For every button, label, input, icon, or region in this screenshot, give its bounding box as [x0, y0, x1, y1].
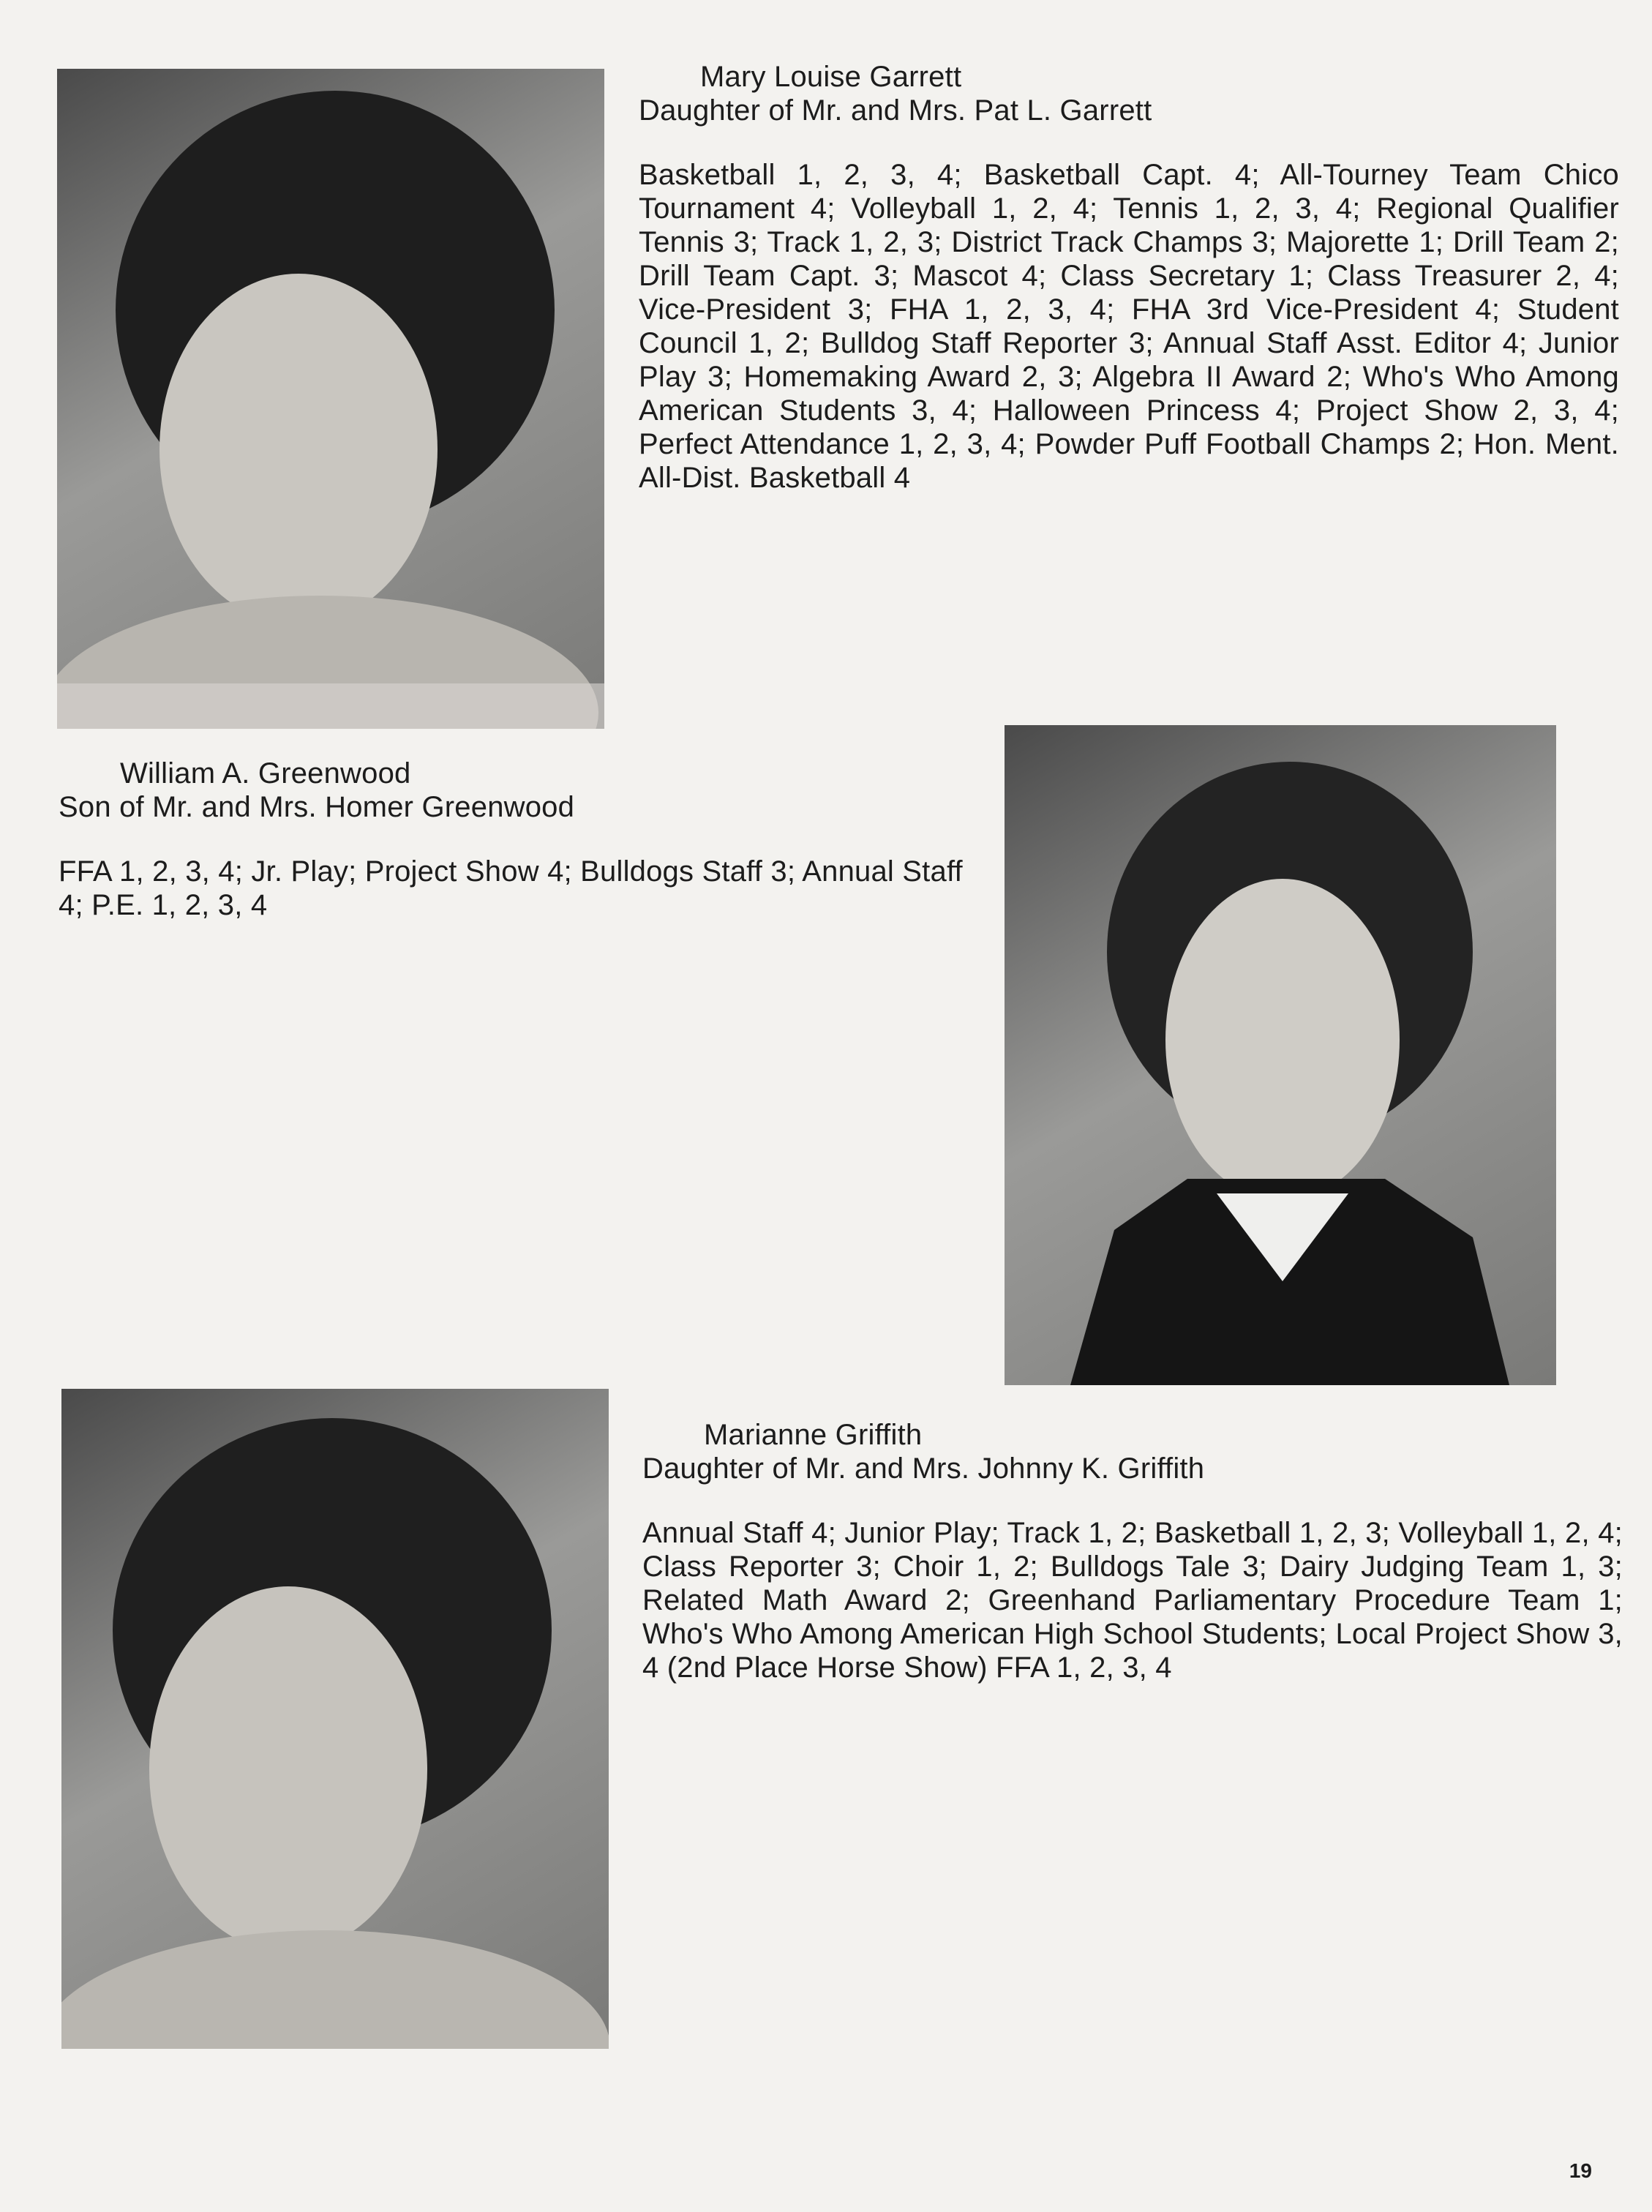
student-entry-garrett — [639, 60, 1619, 495]
student-activities: FFA 1, 2, 3, 4; Jr. Play; Project Show 4; Bulldogs Staff 3; Annual Staff 4; P.E. 1, 2, 3, 4 — [59, 855, 963, 921]
student-name: Mary Louise Garrett — [700, 61, 962, 93]
student-activities: Annual Staff 4; Junior Play; Track 1, 2; Basketball 1, 2, 3; Volleyball 1, 2, 4; Class Reporter 3; Choir 1, 2; Bulldogs Tale 3; Dairy Judging Team 1, 3; Related Math Award 2; Greenhand Parliamentary Procedure Team 1; Who's Who Among American High School Students; Local Project Show 3, 4 (2nd Place Horse Show) FFA 1, 2, 3, 4 — [642, 1517, 1623, 1684]
student-parents: Daughter of Mr. and Mrs. Johnny K. Griffith — [642, 1452, 1205, 1485]
portrait-photo-greenwood — [1005, 725, 1556, 1385]
student-parents: Daughter of Mr. and Mrs. Pat L. Garrett — [639, 94, 1152, 127]
page-number: 19 — [1569, 2159, 1592, 2182]
student-activities: Basketball 1, 2, 3, 4; Basketball Capt. 4; All-Tourney Team Chico Tournament 4; Volleyball 1, 2, 4; Tennis 1, 2, 3, 4; Regional Qualifier Tennis 3; Track 1, 2, 3; District Track Champs 3; Majorette 1; Drill Team 2; Drill Team Capt. 3; Mascot 4; Class Secretary 1; Class Treasurer 2, 4; Vice-President 3; FHA 1, 2, 3, 4; FHA 3rd Vice-President 4; Student Council 1, 2; Bulldog Staff Reporter 3; Annual Staff Asst. Editor 4; Junior Play 3; Homemaking Award 2, 3; Algebra II Award 2; Who's Who Among American Students 3, 4; Halloween Princess 4; Project Show 2, 3, 4; Perfect Attendance 1, 2, 3, 4; Powder Puff Football Champs 2; Hon. Ment. All-Dist. Basketball 4 — [639, 159, 1619, 494]
student-entry-greenwood — [59, 757, 973, 922]
student-entry-griffith — [642, 1418, 1623, 1684]
student-parents: Son of Mr. and Mrs. Homer Greenwood — [59, 791, 575, 823]
portrait-photo-griffith — [61, 1389, 609, 2049]
portrait-photo-garrett — [57, 69, 604, 729]
student-name: Marianne Griffith — [704, 1419, 923, 1451]
student-name: William A. Greenwood — [120, 757, 411, 790]
